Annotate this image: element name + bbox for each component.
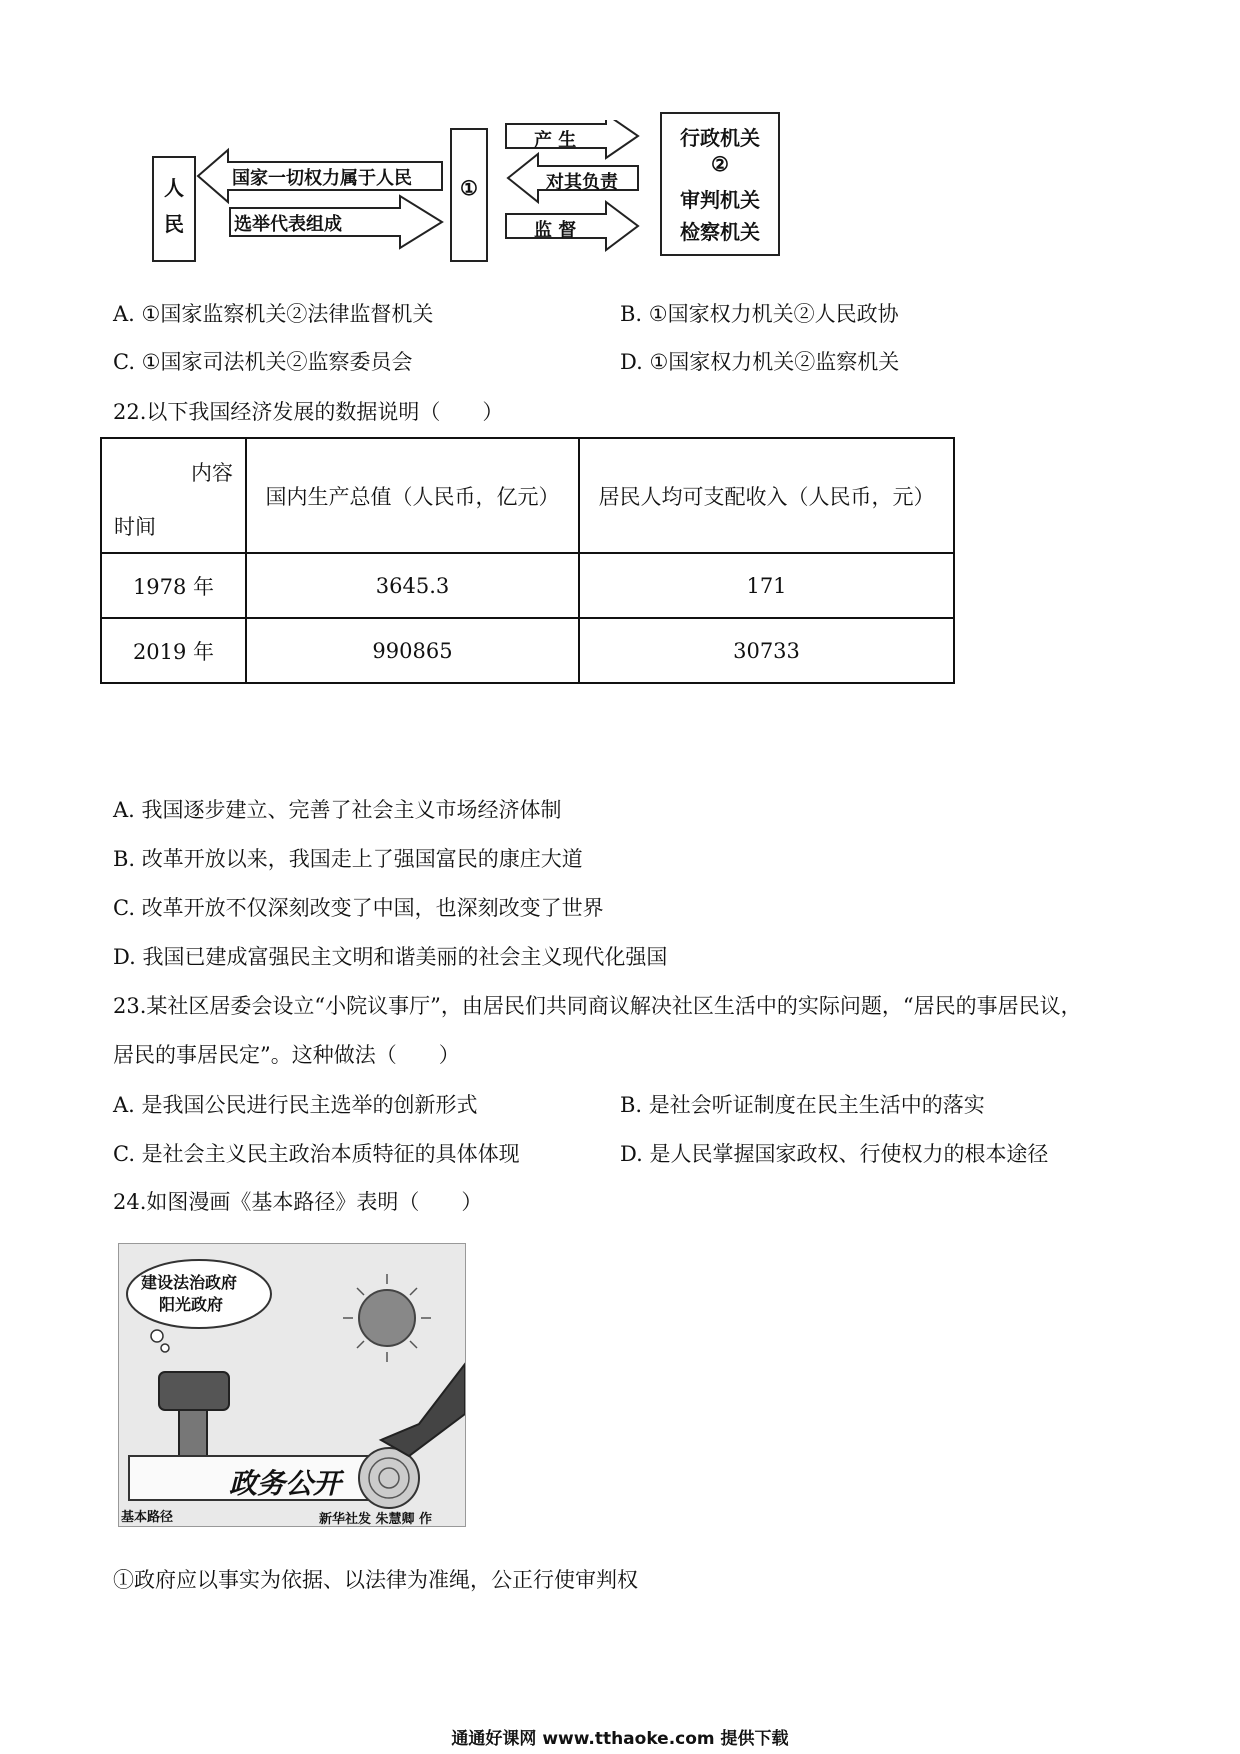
arrow-supervise-label: 监 督 [534,220,577,241]
center-box [450,128,488,262]
organ-2: ② [711,152,729,176]
table-cell-year: 1978 年 [101,553,246,618]
q22-option-c: C. 改革开放不仅深刻改变了中国，也深刻改变了世界 [113,896,604,920]
q23-option-c: C. 是社会主义民主政治本质特征的具体体现 [113,1142,520,1166]
center-box-label: ① [460,176,478,200]
table-cell-income: 171 [579,553,954,618]
table-row [101,438,954,553]
organ-1: 行政机关 [680,126,760,150]
table-header-income: 居民人均可支配收入（人民币，元） [579,438,954,553]
q24-cartoon [118,1243,466,1527]
q23-stem-line1: 23.某社区居委会设立“小院议事厅”，由居民们共同商议解决社区生活中的实际问题，“居民的事居民议， [113,994,1082,1018]
q21-option-b: B. ①国家权力机关②人民政协 [620,302,899,326]
q23-option-d: D. 是人民掌握国家政权、行使权力的根本途径 [620,1142,1049,1166]
q23-option-a: A. 是我国公民进行民主选举的创新形式 [113,1093,478,1117]
sun-shape [359,1290,415,1346]
arrow-responsible-label: 对其负责 [546,172,618,193]
cartoon-caption-left: 基本路径 [121,1510,174,1525]
q23-option-b: B. 是社会听证制度在民主生活中的落实 [620,1093,985,1117]
q22-option-a: A. 我国逐步建立、完善了社会主义市场经济体制 [113,798,562,822]
corner-bottom-label: 时间 [114,515,156,539]
corner-top-label: 内容 [191,461,233,485]
arrow-top-label: 国家一切权力属于人民 [232,168,412,189]
cartoon-caption-right: 新华社发 朱慧卿 作 [319,1512,433,1527]
organ-3: 审判机关 [680,188,760,212]
q22-option-b: B. 改革开放以来，我国走上了强国富民的康庄大道 [113,847,583,871]
arrow-produce-label: 产 生 [534,130,577,151]
bubble-text-1: 建设法治政府 [141,1273,238,1292]
q22-option-d: D. 我国已建成富强民主文明和谐美丽的社会主义现代化强国 [113,945,668,969]
sleeve-shape [381,1364,465,1456]
table-corner-cell [101,438,246,553]
page-footer: 通通好课网 www.tthaoke.com 提供下载 [451,1729,789,1749]
q22-stem: 22.以下我国经济发展的数据说明（ ） [113,400,504,424]
organ-4: 检察机关 [680,220,760,244]
table-cell-income: 30733 [579,618,954,683]
q21-option-d: D. ①国家权力机关②监察机关 [620,350,900,374]
table-cell-gdp: 990865 [246,618,579,683]
q24-statement-1: ①政府应以事实为依据、以法律为准绳，公正行使审判权 [113,1568,638,1592]
table-cell-year: 2019 年 [101,618,246,683]
people-box-label: 人 民 [164,176,184,236]
bubble-text-2: 阳光政府 [159,1295,224,1314]
table-row [101,618,954,683]
q22-table [100,437,955,684]
table-header-gdp: 国内生产总值（人民币，亿元） [246,438,579,553]
scroll-text: 政务公开 [229,1467,342,1500]
q21-option-c: C. ①国家司法机关②监察委员会 [113,350,413,374]
table-cell-gdp: 3645.3 [246,553,579,618]
q23-stem-line2: 居民的事居民定”。这种做法（ ） [113,1043,460,1067]
organs-box [660,112,780,256]
table-row [101,553,954,618]
q24-stem: 24.如图漫画《基本路径》表明（ ） [113,1190,483,1214]
q21-diagram [150,120,790,280]
scroll-roll [359,1448,419,1508]
arrow-bottom-label: 选举代表组成 [234,214,342,235]
character-head [159,1372,229,1410]
q21-option-a: A. ①国家监察机关②法律监督机关 [113,302,434,326]
